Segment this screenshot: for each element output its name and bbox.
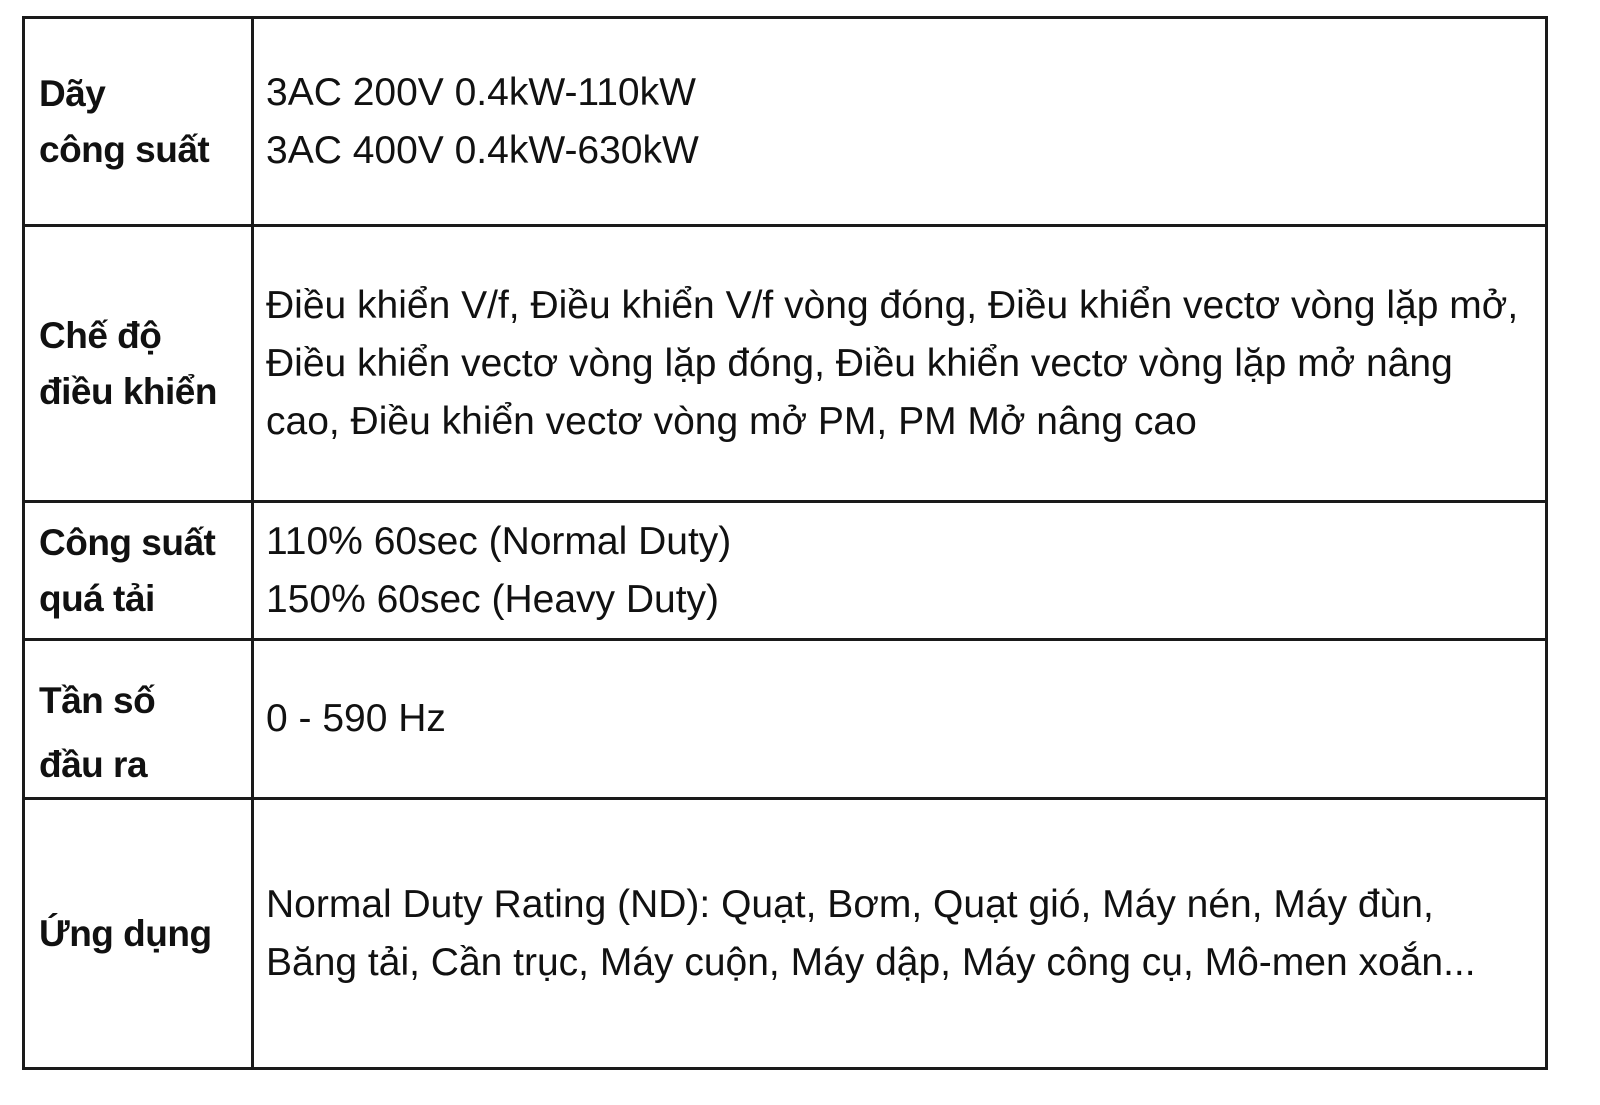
value-line: 3AC 200V 0.4kW-110kW bbox=[266, 70, 696, 114]
row-label-output-frequency bbox=[24, 640, 253, 799]
label-line: quá tải bbox=[39, 577, 155, 619]
label-line: Chế độ bbox=[39, 314, 162, 356]
spec-row-power-range bbox=[24, 18, 1547, 226]
row-value-power-range bbox=[253, 18, 1547, 226]
value-paragraph: Điều khiển V/f, Điều khiển V/f vòng đóng, Điều khiển vectơ vòng lặp mở, Điều khiển vectơ vòng lặp đóng, Điều khiển vectơ vòng lặp mở nâng cao, Điều khiển vectơ vòng mở PM, PM Mở nâng cao bbox=[266, 283, 1519, 443]
value-line: 110% 60sec (Normal Duty) bbox=[266, 519, 732, 563]
label-line: Dãy bbox=[39, 72, 106, 114]
row-label-power-range bbox=[24, 18, 253, 226]
label-line: Công suất bbox=[39, 521, 216, 563]
spec-row-overload-capacity bbox=[24, 502, 1547, 640]
spec-row-output-frequency bbox=[24, 640, 1547, 799]
label-line: Tần số bbox=[39, 680, 156, 721]
spec-row-applications bbox=[24, 799, 1547, 1069]
value-line: 150% 60sec (Heavy Duty) bbox=[266, 577, 720, 621]
spec-table bbox=[22, 16, 1548, 1070]
row-label-control-mode bbox=[24, 226, 253, 502]
label-line: điều khiển bbox=[39, 370, 217, 412]
label-line: công suất bbox=[39, 128, 210, 170]
row-value-control-mode bbox=[253, 226, 1547, 502]
value-line: 0 - 590 Hz bbox=[266, 697, 446, 740]
row-value-applications bbox=[253, 799, 1547, 1069]
label-line: đầu ra bbox=[39, 744, 148, 785]
value-line: 3AC 400V 0.4kW-630kW bbox=[266, 128, 699, 172]
row-label-applications bbox=[24, 799, 253, 1069]
row-value-overload-capacity bbox=[253, 502, 1547, 640]
row-value-output-frequency bbox=[253, 640, 1547, 799]
value-paragraph: Normal Duty Rating (ND): Quạt, Bơm, Quạt gió, Máy nén, Máy đùn, Băng tải, Cần trục, Máy cuộn, Máy dập, Máy công cụ, Mô-men xoắn... bbox=[266, 882, 1476, 984]
spec-row-control-mode bbox=[24, 226, 1547, 502]
row-label-overload-capacity bbox=[24, 502, 253, 640]
label-line: Ứng dụng bbox=[39, 912, 212, 954]
